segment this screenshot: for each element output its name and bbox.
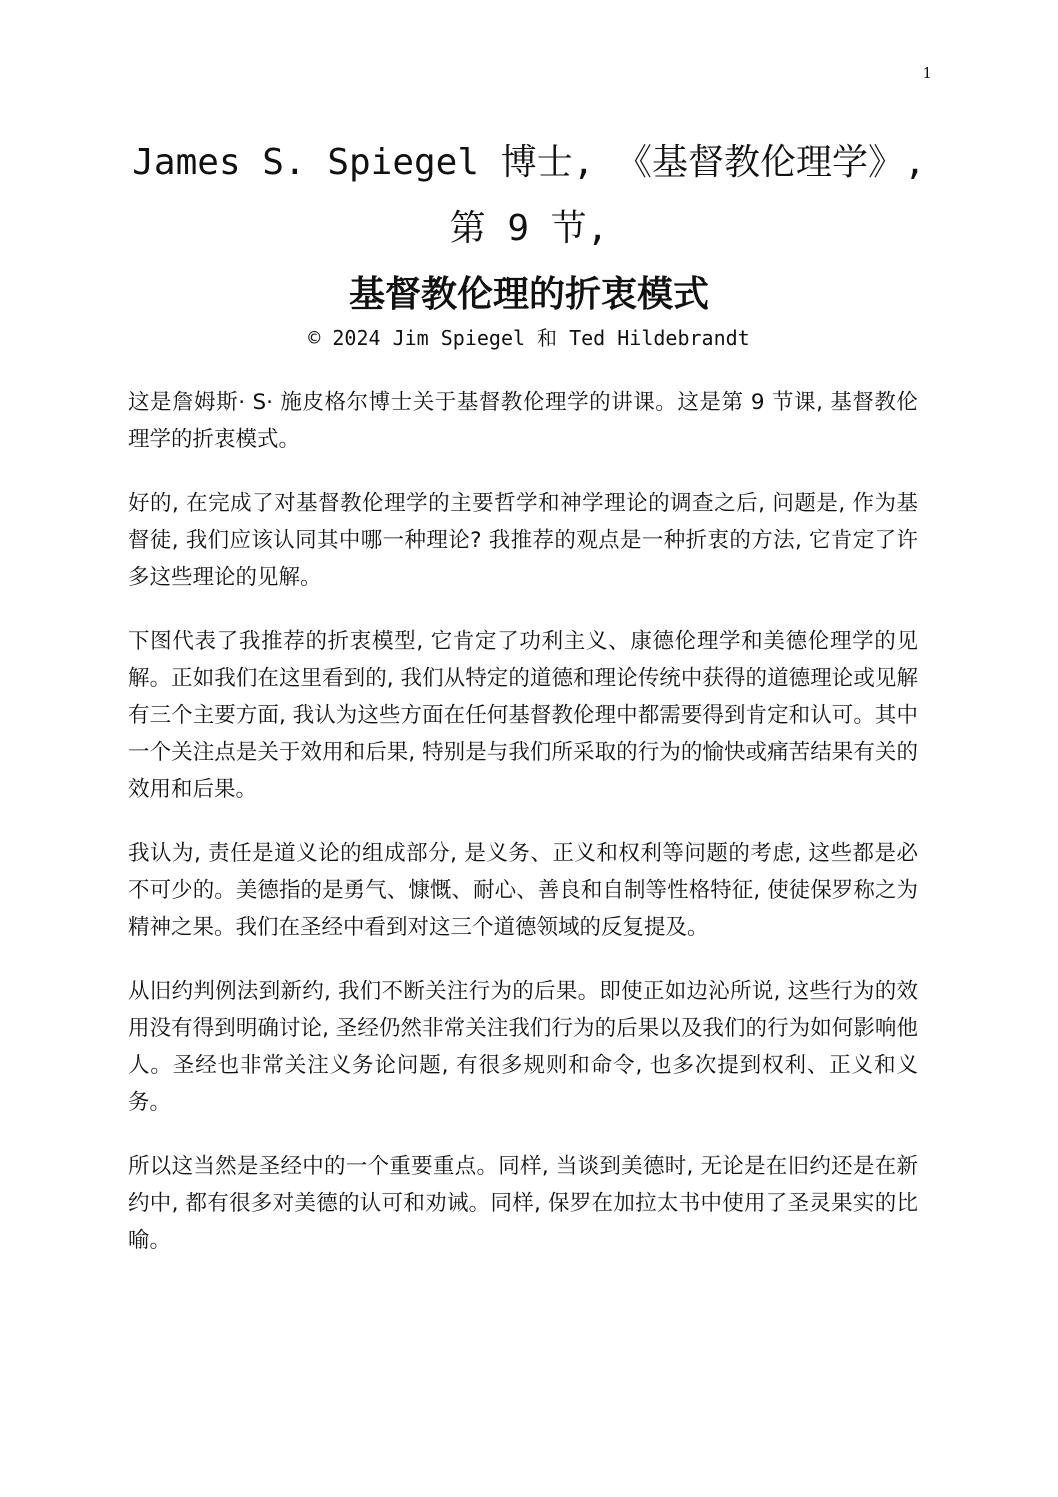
- paragraph: 好的, 在完成了对基督教伦理学的主要哲学和神学理论的调查之后, 问题是, 作为基督徒, 我们应该认同其中哪一种理论? 我推荐的观点是一种折衷的方法, 它肯定了许多这些理论的见解。: [128, 491, 918, 590]
- page-number: 1: [922, 64, 932, 82]
- title-line-1: James S. Spiegel 博士, 《基督教伦理学》,: [132, 142, 926, 183]
- paragraph: 下图代表了我推荐的折衷模型, 它肯定了功利主义、康德伦理学和美德伦理学的见解。正如我们在这里看到的, 我们从特定的道德和理论传统中获得的道德理论或见解有三个主要方面, 我认为这些方面在任何基督教伦理中都需要得到肯定和认可。其中一个关注点是关于效用和后果, 特别是与我们所采取的行为的愉快或痛苦结果有关的效用和后果。: [128, 629, 918, 802]
- paragraph: 这是詹姆斯· S· 施皮格尔博士关于基督教伦理学的讲课。这是第 9 节课, 基督教伦理学的折衷模式。: [128, 390, 918, 452]
- paragraph: 我认为, 责任是道义论的组成部分, 是义务、正义和权利等问题的考虑, 这些都是必不可少的。美德指的是勇气、慷慨、耐心、善良和自制等性格特征, 使徒保罗称之为精神之果。我们在圣经中看到对这三个道德领域的反复提及。: [128, 841, 918, 940]
- title-line-3: 基督教伦理的折衷模式: [348, 274, 709, 315]
- paragraph: 所以这当然是圣经中的一个重要重点。同样, 当谈到美德时, 无论是在旧约还是在新约中, 都有很多对美德的认可和劝诫。同样, 保罗在加拉太书中使用了圣灵果实的比喻。: [128, 1154, 918, 1253]
- paragraph: 从旧约判例法到新约, 我们不断关注行为的后果。即使正如边沁所说, 这些行为的效用没有得到明确讨论, 圣经仍然非常关注我们行为的后果以及我们的行为如何影响他人。圣经也非常关注义务论问题, 有很多规则和命令, 也多次提到权利、正义和义务。: [128, 979, 918, 1115]
- copyright-line: © 2024 Jim Spiegel 和 Ted Hildebrandt: [308, 326, 750, 350]
- document-title: [60, 130, 998, 328]
- document-body: [128, 384, 918, 1286]
- title-line-2: 第 9 节,: [449, 208, 609, 249]
